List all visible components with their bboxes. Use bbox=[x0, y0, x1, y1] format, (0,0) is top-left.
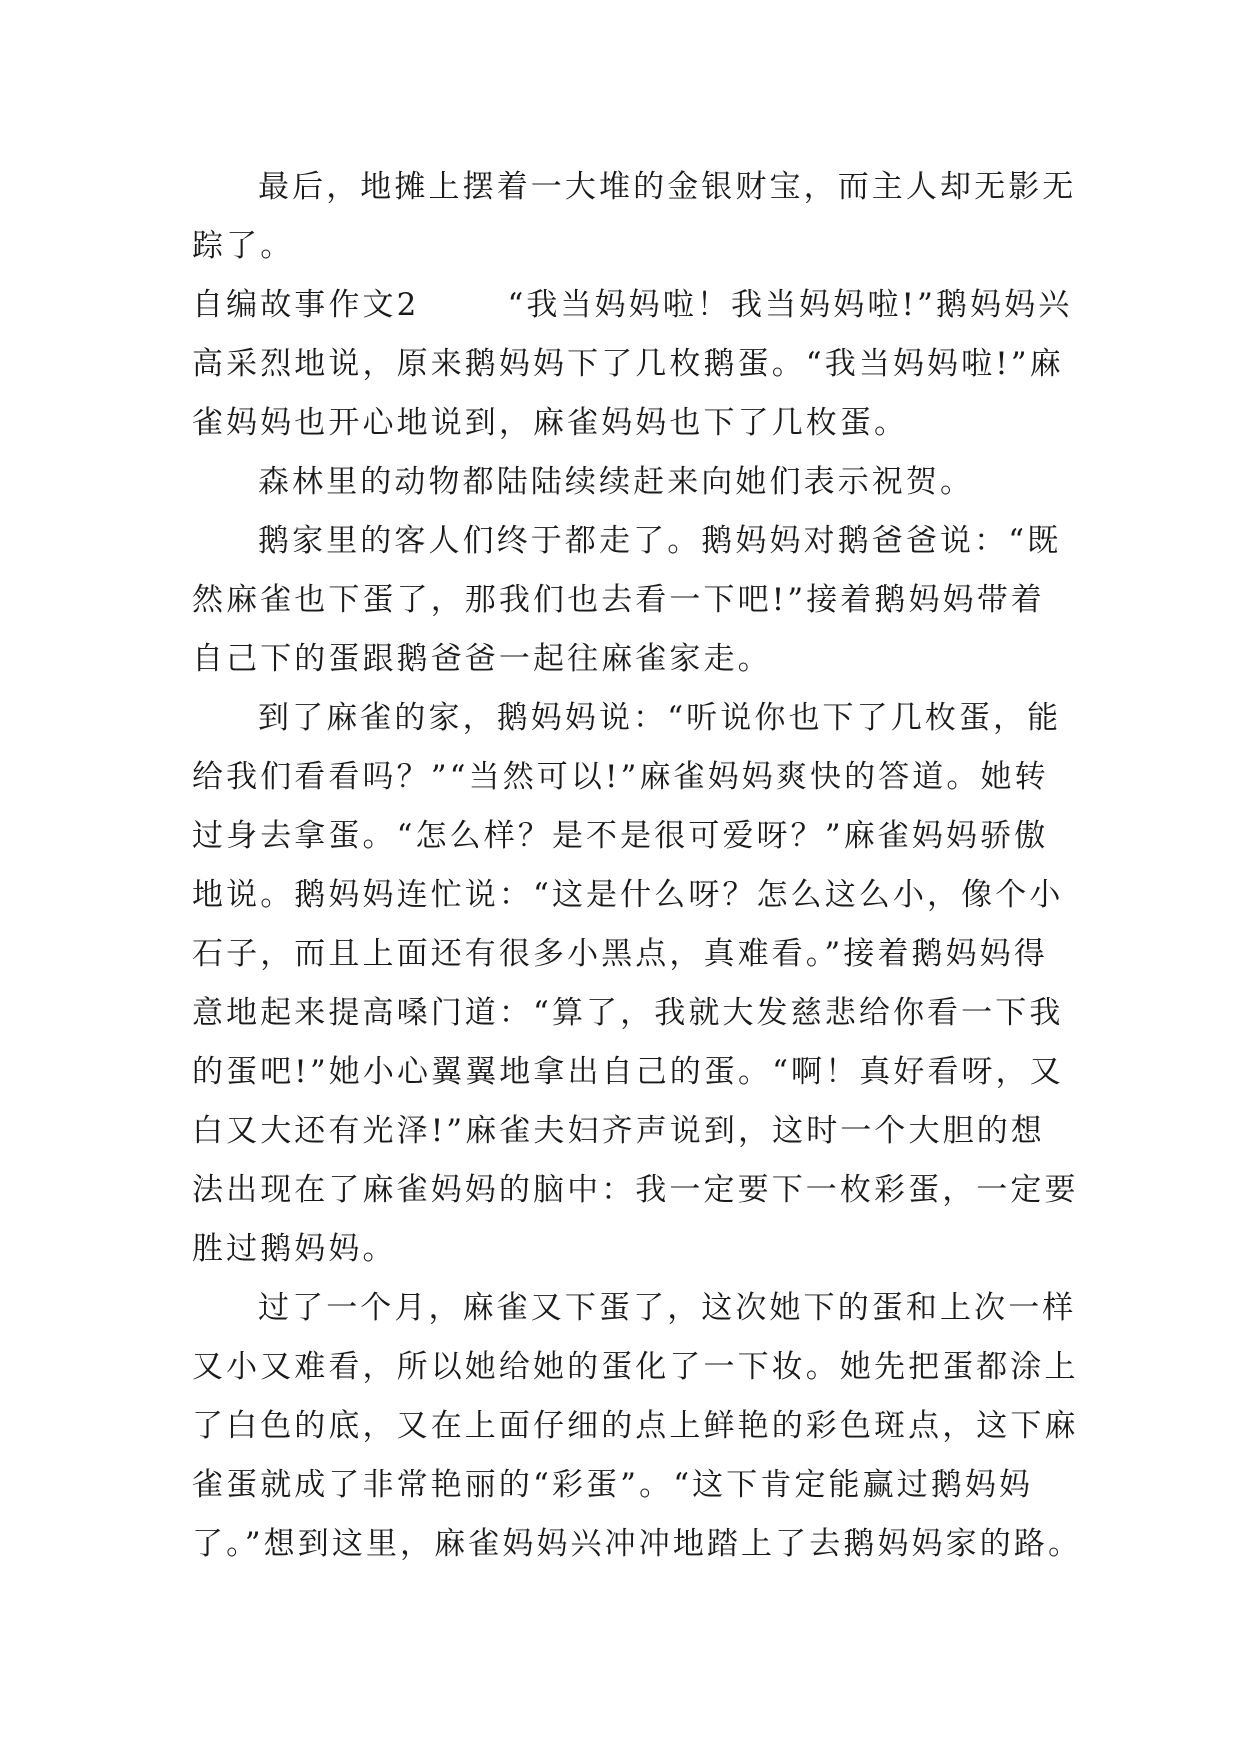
essay-title: 自编故事作文2 bbox=[192, 287, 420, 323]
paragraph-line: 了白色的底，又在上面仔细的点上鲜艳的彩色斑点，这下麻 bbox=[192, 1408, 1079, 1444]
paragraph-line: 鹅家里的客人们终于都走了。鹅妈妈对鹅爸爸说：“既 bbox=[258, 523, 1062, 559]
paragraph-line: 了。”想到这里，麻雀妈妈兴冲冲地踏上了去鹅妈妈家的路。 bbox=[192, 1526, 1083, 1562]
paragraph-line: 最后，地摊上摆着一大堆的金银财宝，而主人却无影无 bbox=[258, 169, 1077, 205]
paragraph-line: 雀妈妈也开心地说到，麻雀妈妈也下了几枚蛋。 bbox=[192, 405, 909, 441]
paragraph-line: 地说。鹅妈妈连忙说：“这是什么呀？怎么这么小，像个小 bbox=[192, 877, 1064, 913]
paragraph-line: 然麻雀也下蛋了，那我们也去看一下吧!”接着鹅妈妈带着 bbox=[192, 582, 1045, 618]
paragraph-line: 胜过鹅妈妈。 bbox=[192, 1231, 397, 1267]
paragraph-line: 又小又难看，所以她给她的蛋化了一下妆。她先把蛋都涂上 bbox=[192, 1349, 1079, 1385]
paragraph-line: 过了一个月，麻雀又下蛋了，这次她下的蛋和上次一样 bbox=[258, 1290, 1077, 1326]
paragraph-line: 的蛋吧!”她小心翼翼地拿出自己的蛋。“啊！真好看呀，又 bbox=[192, 1054, 1064, 1090]
title-line bbox=[192, 276, 1072, 335]
paragraph-line: 踪了。 bbox=[192, 228, 295, 264]
paragraph-line: 意地起来提高嗓门道：“算了，我就大发慈悲给你看一下我 bbox=[192, 995, 1064, 1031]
paragraph-line: 高采烈地说，原来鹅妈妈下了几枚鹅蛋。“我当妈妈啦!”麻 bbox=[192, 346, 1064, 382]
paragraph-line: 到了麻雀的家，鹅妈妈说：“听说你也下了几枚蛋，能 bbox=[258, 700, 1062, 736]
paragraph-line: 法出现在了麻雀妈妈的脑中：我一定要下一枚彩蛋，一定要 bbox=[192, 1172, 1079, 1208]
paragraph-line: 森林里的动物都陆陆续续赶来向她们表示祝贺。 bbox=[258, 464, 975, 500]
paragraph-line: 白又大还有光泽!”麻雀夫妇齐声说到，这时一个大胆的想 bbox=[192, 1113, 1045, 1149]
paragraph-line: 自己下的蛋跟鹅爸爸一起往麻雀家走。 bbox=[192, 641, 772, 677]
paragraph-line: 石子，而且上面还有很多小黑点，真难看。”接着鹅妈妈得 bbox=[192, 936, 1048, 972]
paragraph-line: 给我们看看吗？”“当然可以!”麻雀妈妈爽快的答道。她转 bbox=[192, 759, 1049, 795]
paragraph-line: 过身去拿蛋。“怎么样？是不是很可爱呀？”麻雀妈妈骄傲 bbox=[192, 818, 1049, 854]
body-text bbox=[192, 158, 1083, 1574]
paragraph-line: 雀蛋就成了非常艳丽的“彩蛋”。“这下肯定能赢过鹅妈妈 bbox=[192, 1467, 1034, 1503]
paragraph-line: “我当妈妈啦！我当妈妈啦!”鹅妈妈兴 bbox=[507, 287, 1073, 323]
